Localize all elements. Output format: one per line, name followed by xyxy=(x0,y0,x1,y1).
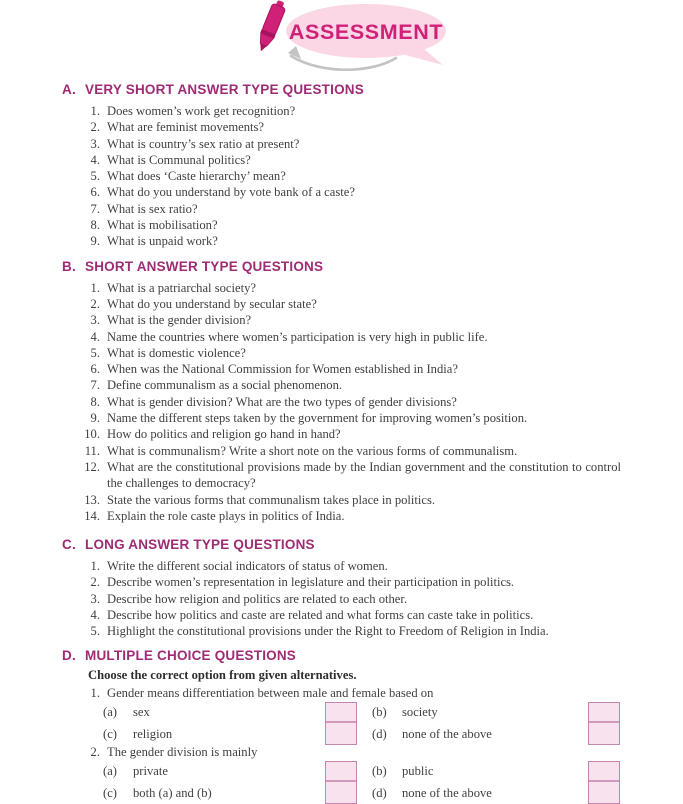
mcq-options xyxy=(103,702,621,744)
section-short-answer xyxy=(62,259,621,524)
section-multiple-choice xyxy=(62,648,621,803)
mcq-question-text: Gender means differentiation between male and female based on xyxy=(107,685,434,700)
mcq-options xyxy=(103,761,621,803)
option-c: (c) religion xyxy=(103,726,173,741)
question-item: Name the different steps taken by the government for improving women’s position. xyxy=(107,411,528,426)
option-a: (a) private xyxy=(103,763,168,778)
answer-box[interactable] xyxy=(325,761,357,804)
mcq-instruction: Choose the correct option from given alternatives. xyxy=(88,667,357,682)
section-letter: D. xyxy=(62,647,76,663)
question-item: What is a patriarchal society? xyxy=(107,280,256,295)
question-list-a xyxy=(62,103,621,250)
section-letter: B. xyxy=(62,258,76,274)
option-c: (c) both (a) and (b) xyxy=(103,785,212,800)
question-item: How do politics and religion go hand in hand? xyxy=(107,427,341,442)
question-item: Does women’s work get recognition? xyxy=(107,104,296,118)
section-long-answer xyxy=(62,537,621,639)
question-item: Name the countries where women’s participation is very high in public life. xyxy=(107,329,488,344)
mcq-question xyxy=(62,744,621,803)
section-d-heading xyxy=(62,648,621,663)
pen-icon xyxy=(254,0,288,54)
question-item: What is domestic violence? xyxy=(107,345,246,360)
question-item: Explain the role caste plays in politics of India. xyxy=(107,508,345,523)
banner-graphic xyxy=(0,0,683,72)
answer-box-cell[interactable] xyxy=(589,762,619,783)
question-item: Define communalism as a social phenomenon. xyxy=(107,378,343,393)
answer-box-cell[interactable] xyxy=(326,703,356,724)
mcq-question xyxy=(62,685,621,744)
question-item: What does ‘Caste hierarchy’ mean? xyxy=(107,169,286,184)
question-item: What are the constitutional provisions made by the Indian government and the constitution to control the challenges to democracy? xyxy=(107,459,621,491)
mcq-question-text: The gender division is mainly xyxy=(107,744,258,759)
question-list-c xyxy=(62,558,621,639)
section-title: SHORT ANSWER TYPE QUESTIONS xyxy=(85,258,324,274)
section-title: MULTIPLE CHOICE QUESTIONS xyxy=(85,647,297,663)
section-title: VERY SHORT ANSWER TYPE QUESTIONS xyxy=(85,82,364,97)
question-item: Describe how politics and caste are related and what forms can caste take in politics. xyxy=(107,608,534,623)
question-item: What is sex ratio? xyxy=(107,201,198,216)
banner-title: ASSESSMENT xyxy=(288,20,444,44)
question-item: When was the National Commission for Women established in India? xyxy=(107,362,458,377)
section-letter: C. xyxy=(62,537,76,553)
answer-box[interactable] xyxy=(325,702,357,745)
section-b-heading xyxy=(62,259,621,274)
question-item: State the various forms that communalism takes place in politics. xyxy=(107,492,436,507)
mcq-question-list xyxy=(62,685,621,803)
question-list-b xyxy=(62,280,621,524)
question-item: Describe women’s representation in legislature and their participation in politics. xyxy=(107,575,515,590)
question-item: Describe how religion and politics are related to each other. xyxy=(107,591,408,606)
arrow-curve xyxy=(291,56,396,70)
question-item: What do you understand by vote bank of a caste? xyxy=(107,185,355,200)
question-item: What is unpaid work? xyxy=(107,234,218,249)
section-c-heading xyxy=(62,537,621,552)
question-item: What is mobilisation? xyxy=(107,218,218,233)
assessment-banner xyxy=(0,0,683,72)
answer-box[interactable] xyxy=(588,761,620,804)
question-item: What is communalism? Write a short note on the various forms of communalism. xyxy=(107,443,518,458)
section-title: LONG ANSWER TYPE QUESTIONS xyxy=(85,537,315,553)
section-very-short-answer xyxy=(62,82,621,250)
option-d: (d) none of the above xyxy=(372,785,492,800)
question-item: What is Communal politics? xyxy=(107,152,251,167)
question-item: What is gender division? What are the two types of gender divisions? xyxy=(107,394,457,409)
answer-box-cell[interactable] xyxy=(589,703,619,724)
answer-box-cell[interactable] xyxy=(326,762,356,783)
answer-box[interactable] xyxy=(588,702,620,745)
assessment-content xyxy=(0,72,683,803)
question-item: What do you understand by secular state? xyxy=(107,296,317,311)
option-d: (d) none of the above xyxy=(372,726,492,741)
question-item: What is country’s sex ratio at present? xyxy=(107,136,300,151)
option-b: (b) public xyxy=(372,763,434,778)
option-b: (b) society xyxy=(372,704,438,719)
section-a-heading xyxy=(62,82,621,97)
option-a: (a) sex xyxy=(103,704,150,719)
section-letter: A. xyxy=(62,82,76,97)
question-item: Write the different social indicators of status of women. xyxy=(107,559,388,574)
question-item: What is the gender division? xyxy=(107,313,252,328)
question-item: What are feminist movements? xyxy=(107,120,265,135)
question-item: Highlight the constitutional provisions under the Right to Freedom of Religion in India. xyxy=(107,624,549,639)
